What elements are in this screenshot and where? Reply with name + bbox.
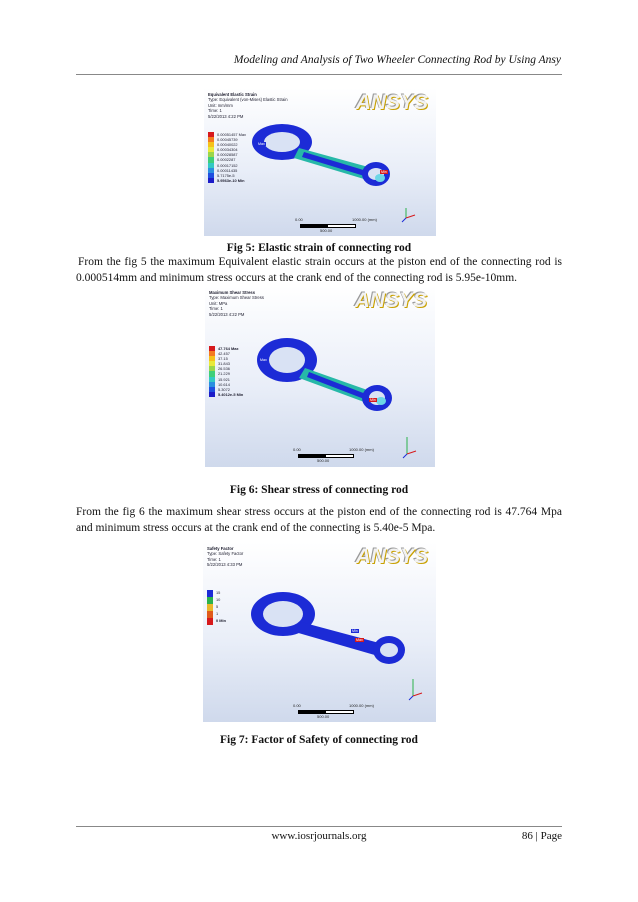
legend-swatch <box>207 597 213 604</box>
fig5-title-block <box>208 92 288 119</box>
legend-label: 0.00011435 <box>217 167 238 173</box>
scale-mid-label: 500.00 <box>320 228 333 233</box>
legend-label: 47.764 Max <box>218 346 239 351</box>
legend-label: 5.4012e-5 Min <box>218 391 244 397</box>
min-probe-tag: Min <box>352 629 358 633</box>
scale-right-label: 1000.00 (mm) <box>349 447 374 452</box>
legend-label: 5 <box>216 604 219 609</box>
legend-label: 31.843 <box>218 361 230 367</box>
scale-mid-label: 500.00 <box>317 458 330 463</box>
legend-label: 0 Min <box>216 618 226 623</box>
fig7-title-line: Type: Safety Factor <box>207 551 244 557</box>
running-header: Modeling and Analysis of Two Wheeler Connecting Rod by Using Ansy <box>233 54 561 66</box>
scale-mid-label: 500.00 <box>317 714 330 719</box>
footer-url: www.iosrjournals.org <box>271 830 367 842</box>
legend-swatch <box>207 590 213 597</box>
scale-left-label: 0.00 <box>295 217 303 222</box>
ansys-logo: ANSYS <box>355 545 428 568</box>
legend-label: 0.00051457 Max <box>217 132 246 137</box>
scale-right-label: 1000.00 (mm) <box>352 217 377 222</box>
legend-swatch <box>207 611 213 618</box>
fig6-title-line: Time: 1 <box>209 306 223 312</box>
max-probe-tag: Max <box>260 358 267 362</box>
fig6-title-line: Type: Maximum Shear Stress <box>209 295 264 301</box>
fig6-title-block <box>209 290 264 317</box>
fig5-image <box>204 88 436 236</box>
legend-label: 0.00040022 <box>217 142 238 148</box>
fig5-title-line: Time: 1 <box>208 108 222 114</box>
legend-swatch <box>208 178 214 183</box>
axis-triad-icon <box>400 206 418 224</box>
scale-left-label: 0.00 <box>293 447 301 452</box>
legend-label: 0.00034304 <box>217 147 238 153</box>
legend-label: 0.0002287 <box>217 157 236 163</box>
fig5-title-line: Type: Equivalent (von-Mises) Elastic Strain <box>208 97 288 103</box>
scale-left-label: 0.00 <box>293 703 301 708</box>
legend-label: 10.614 <box>218 381 230 387</box>
axis-triad-icon <box>407 676 425 702</box>
fig6-title-line: Unit: MPa <box>209 300 228 306</box>
fig5-title-line: Equivalent Elastic Strain <box>208 92 257 97</box>
legend-label: 5.9563e-10 Min <box>217 177 245 183</box>
legend-label: 21.229 <box>218 371 230 377</box>
fig5-title-line: 5/22/2013 4:22 PM <box>208 113 244 119</box>
axis-triad-icon <box>401 434 419 460</box>
legend-label: 26.536 <box>218 366 230 372</box>
legend-label: 0.00045739 <box>217 137 238 143</box>
legend-swatch <box>207 618 213 625</box>
fig6-caption: Fig 6: Shear stress of connecting rod <box>229 484 409 496</box>
legend-label: 10 <box>216 597 221 602</box>
max-probe-tag: Max <box>258 142 265 146</box>
min-probe-tag: Min <box>381 170 387 174</box>
fig7-image <box>203 542 436 722</box>
footer-rule <box>76 826 562 827</box>
legend-label: 5.3072 <box>218 386 230 392</box>
connecting-rod-model <box>243 586 423 676</box>
legend-swatch <box>207 604 213 611</box>
header-rule <box>76 74 562 75</box>
min-probe-tag: Min <box>370 398 376 402</box>
legend-label: 1 <box>216 611 219 616</box>
legend-label: 15.921 <box>218 376 230 382</box>
paragraph-fig5: From the fig 5 the maximum Equivalent elastic strain occurs at the piston end of the connecting rod is 0.000514mm and minimum stress occurs at the crank end of the connecting rod is 5.95e-10mm. <box>76 256 562 284</box>
fig7-title-line: Safety Factor <box>207 546 234 551</box>
legend-label: 5.7175e-5 <box>217 172 235 178</box>
fig6-title-line: 5/22/2013 4:22 PM <box>209 311 245 317</box>
ansys-logo: ANSYS <box>354 289 427 312</box>
legend-label: 37.15 <box>218 356 228 362</box>
fig5-title-line: Unit: mm/mm <box>208 102 233 108</box>
ansys-logo: ANSYS <box>355 91 428 114</box>
legend-label: 15 <box>216 590 221 595</box>
fig7-title-line: Time: 1 <box>207 556 221 562</box>
legend-label: 42.457 <box>218 351 230 357</box>
fig7-title-line: 5/22/2013 4:33 PM <box>207 562 243 568</box>
paragraph-fig6: From the fig 6 the maximum shear stress occurs at the piston end of the connecting rod is 47.764 Mpa and minimum stress occurs at the crank end of the connecting is 5.40e-5 Mpa. <box>76 506 562 534</box>
fig5-caption: Fig 5: Elastic strain of connecting rod <box>226 242 412 254</box>
fig7-title-block <box>207 546 243 568</box>
fig6-image <box>205 286 435 467</box>
connecting-rod-model <box>251 330 411 420</box>
max-probe-tag: Max <box>356 638 363 642</box>
legend-label: 0.00028587 <box>217 152 238 158</box>
page-number: 86 | Page <box>521 830 562 842</box>
connecting-rod-model <box>244 116 404 196</box>
legend-swatch <box>209 392 215 397</box>
scale-right-label: 1000.00 (mm) <box>349 703 374 708</box>
fig6-title-line: Maximum Shear Stress <box>209 290 256 295</box>
legend-label: 0.00017152 <box>217 162 238 168</box>
fig7-caption: Fig 7: Factor of Safety of connecting rod <box>220 734 418 746</box>
